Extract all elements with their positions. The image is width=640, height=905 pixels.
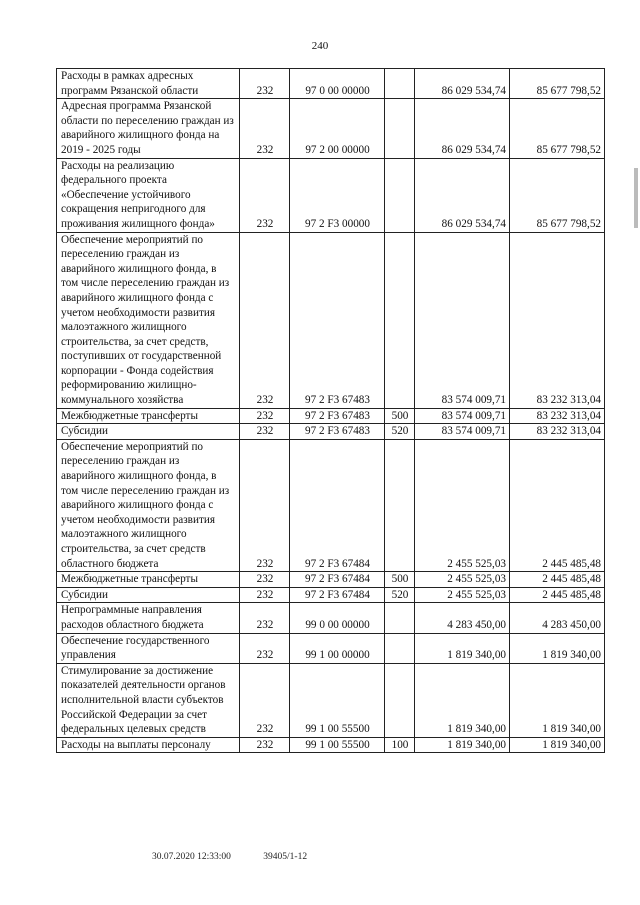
- row-expense-type-cell: [385, 603, 415, 633]
- row-sum-2020-cell: 86 029 534,74: [415, 158, 510, 232]
- row-code-cell: 232: [240, 408, 290, 424]
- row-expense-type-cell: [385, 69, 415, 99]
- row-name-cell: Межбюджетные трансферты: [57, 572, 240, 588]
- row-code-cell: 232: [240, 633, 290, 663]
- row-sum-2020-cell: 86 029 534,74: [415, 99, 510, 158]
- row-code-cell: 232: [240, 587, 290, 603]
- row-sum-2020-cell: 83 574 009,71: [415, 408, 510, 424]
- row-sum-2021-cell: 83 232 313,04: [510, 424, 605, 440]
- row-sum-2021-cell: 2 445 485,48: [510, 439, 605, 571]
- row-article-cell: 99 0 00 00000: [290, 603, 385, 633]
- table-row: [57, 572, 605, 588]
- table-row: [57, 737, 605, 753]
- table-row: [57, 663, 605, 737]
- row-sum-2020-cell: 4 283 450,00: [415, 603, 510, 633]
- row-code-cell: 232: [240, 232, 290, 408]
- row-sum-2021-cell: 85 677 798,52: [510, 158, 605, 232]
- row-article-cell: 97 2 F3 67483: [290, 232, 385, 408]
- row-name-cell: Обеспечение государственного управления: [57, 633, 240, 663]
- row-article-cell: 97 2 F3 67483: [290, 408, 385, 424]
- row-name-cell: Субсидии: [57, 587, 240, 603]
- row-expense-type-cell: [385, 232, 415, 408]
- row-name-cell: Адресная программа Рязанской области по переселению граждан из аварийного жилищного фонда на 2019 - 2025 годы: [57, 99, 240, 158]
- row-sum-2021-cell: 1 819 340,00: [510, 633, 605, 663]
- row-name-cell: Расходы на реализацию федерального проекта «Обеспечение устойчивого сокращения непригодного для проживания жилищного фонда»: [57, 158, 240, 232]
- table-row: [57, 603, 605, 633]
- table-row: [57, 439, 605, 571]
- row-article-cell: 97 2 F3 67484: [290, 587, 385, 603]
- budget-table-body: [57, 69, 605, 753]
- row-expense-type-cell: [385, 663, 415, 737]
- row-name-cell: Обеспечение мероприятий по переселению граждан из аварийного жилищного фонда, в том числе переселению граждан из аварийного жилищного фонда с учетом необходимости развития малоэтажного жилищного строительства, за счет средств, поступивших от государственной корпорации - Фонда содействия реформированию жилищно-коммунального хозяйства: [57, 232, 240, 408]
- row-expense-type-cell: 520: [385, 424, 415, 440]
- row-code-cell: 232: [240, 69, 290, 99]
- row-sum-2020-cell: 2 455 525,03: [415, 572, 510, 588]
- row-code-cell: 232: [240, 603, 290, 633]
- row-article-cell: 97 2 F3 67484: [290, 572, 385, 588]
- table-row: [57, 587, 605, 603]
- table-row: [57, 69, 605, 99]
- row-sum-2021-cell: 1 819 340,00: [510, 663, 605, 737]
- table-row: [57, 424, 605, 440]
- row-expense-type-cell: [385, 158, 415, 232]
- row-sum-2020-cell: 1 819 340,00: [415, 737, 510, 753]
- row-sum-2021-cell: 83 232 313,04: [510, 232, 605, 408]
- row-code-cell: 232: [240, 663, 290, 737]
- row-sum-2021-cell: 4 283 450,00: [510, 603, 605, 633]
- row-name-cell: Непрограммные направления расходов областного бюджета: [57, 603, 240, 633]
- table-row: [57, 408, 605, 424]
- row-article-cell: 97 2 F3 00000: [290, 158, 385, 232]
- row-sum-2021-cell: 2 445 485,48: [510, 572, 605, 588]
- row-sum-2021-cell: 83 232 313,04: [510, 408, 605, 424]
- print-timestamp: 30.07.2020 12:33:00: [152, 852, 231, 862]
- table-row: [57, 232, 605, 408]
- row-code-cell: 232: [240, 439, 290, 571]
- row-article-cell: 97 0 00 00000: [290, 69, 385, 99]
- document-id: 39405/1-12: [263, 852, 308, 862]
- table-row: [57, 633, 605, 663]
- row-article-cell: 99 1 00 55500: [290, 663, 385, 737]
- row-expense-type-cell: [385, 99, 415, 158]
- row-name-cell: Межбюджетные трансферты: [57, 408, 240, 424]
- row-sum-2020-cell: 2 455 525,03: [415, 587, 510, 603]
- row-expense-type-cell: 100: [385, 737, 415, 753]
- row-sum-2020-cell: 83 574 009,71: [415, 232, 510, 408]
- row-sum-2021-cell: 1 819 340,00: [510, 737, 605, 753]
- footer: [152, 852, 337, 862]
- page-number: 240: [311, 40, 329, 52]
- row-code-cell: 232: [240, 99, 290, 158]
- scan-edge-mark: [634, 168, 638, 228]
- row-expense-type-cell: 500: [385, 572, 415, 588]
- row-expense-type-cell: 520: [385, 587, 415, 603]
- row-sum-2020-cell: 1 819 340,00: [415, 663, 510, 737]
- row-article-cell: 97 2 F3 67483: [290, 424, 385, 440]
- row-article-cell: 99 1 00 55500: [290, 737, 385, 753]
- row-sum-2020-cell: 86 029 534,74: [415, 69, 510, 99]
- row-sum-2020-cell: 2 455 525,03: [415, 439, 510, 571]
- row-expense-type-cell: [385, 439, 415, 571]
- budget-table: [56, 68, 605, 753]
- row-name-cell: Обеспечение мероприятий по переселению граждан из аварийного жилищного фонда, в том числе переселению граждан из аварийного жилищного фонда с учетом необходимости развития малоэтажного жилищного строительства, за счет средств областного бюджета: [57, 439, 240, 571]
- row-sum-2021-cell: 85 677 798,52: [510, 69, 605, 99]
- table-row: [57, 99, 605, 158]
- row-expense-type-cell: 500: [385, 408, 415, 424]
- row-code-cell: 232: [240, 424, 290, 440]
- row-article-cell: 97 2 F3 67484: [290, 439, 385, 571]
- table-row: [57, 158, 605, 232]
- row-sum-2020-cell: 83 574 009,71: [415, 424, 510, 440]
- row-article-cell: 99 1 00 00000: [290, 633, 385, 663]
- row-sum-2021-cell: 85 677 798,52: [510, 99, 605, 158]
- row-code-cell: 232: [240, 737, 290, 753]
- row-sum-2020-cell: 1 819 340,00: [415, 633, 510, 663]
- row-name-cell: Субсидии: [57, 424, 240, 440]
- row-sum-2021-cell: 2 445 485,48: [510, 587, 605, 603]
- row-article-cell: 97 2 00 00000: [290, 99, 385, 158]
- row-name-cell: Расходы в рамках адресных программ Рязанской области: [57, 69, 240, 99]
- row-expense-type-cell: [385, 633, 415, 663]
- row-code-cell: 232: [240, 572, 290, 588]
- row-code-cell: 232: [240, 158, 290, 232]
- row-name-cell: Расходы на выплаты персоналу: [57, 737, 240, 753]
- row-name-cell: Стимулирование за достижение показателей деятельности органов исполнительной власти субъектов Российской Федерации за счет федеральных целевых средств: [57, 663, 240, 737]
